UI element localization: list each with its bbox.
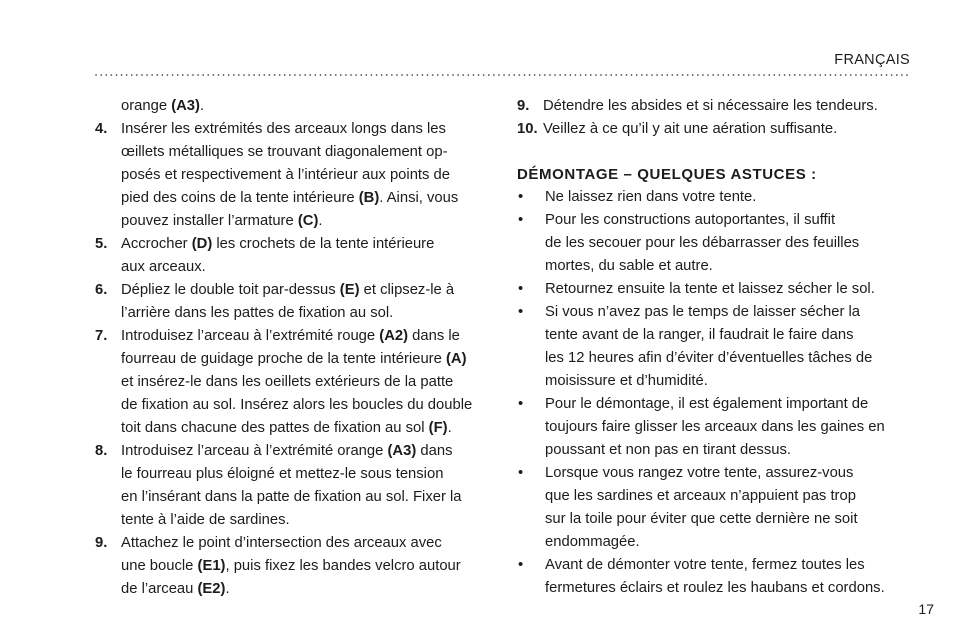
bullet-icon	[517, 462, 545, 554]
bullet-icon	[517, 209, 545, 278]
list-item	[95, 118, 495, 233]
step-number: 6.	[95, 282, 108, 298]
bullet-text: Avant de démonter votre tente, fermez toutes les fermetures éclairs et roulez les haubans et cordons.	[545, 557, 885, 596]
reference-label: (E)	[339, 282, 360, 298]
bullet-item	[517, 301, 917, 393]
page-number: 17	[918, 601, 934, 617]
reference-label: (B)	[358, 190, 380, 206]
reference-label: (A)	[445, 351, 467, 367]
bullet-item	[517, 209, 917, 278]
step-text: Veillez à ce qu’il y ait une aération suffisante.	[543, 121, 838, 137]
bullet-text: Retournez ensuite la tente et laissez sécher le sol.	[545, 281, 875, 297]
step-number: 7.	[95, 328, 108, 344]
instruction-list	[95, 118, 495, 601]
bullet-icon	[517, 301, 545, 393]
list-item	[95, 279, 495, 325]
text-run: Attachez le point d’intersection des arceaux avec une boucle	[121, 535, 442, 574]
text-run: , puis fixez les bandes velcro autour de l’arceau	[121, 558, 461, 597]
list-item	[95, 532, 495, 601]
bullet-item	[517, 393, 917, 462]
step-text	[121, 279, 495, 325]
step-text	[121, 325, 495, 440]
reference-label: (E1)	[197, 558, 226, 574]
text-run: .	[199, 98, 205, 114]
text-run: et insérez-le dans les oeillets extérieurs de la patte de fixation au sol. Insérez alors les boucles du double toit dans chacune des pattes de fixation au sol	[121, 374, 473, 436]
text-run: orange	[121, 98, 172, 114]
text-run: . Ainsi, vous pouvez installer l’armature	[121, 190, 459, 229]
bullet-icon	[517, 186, 545, 209]
text-run: Introduisez l’arceau à l’extrémité rouge	[121, 328, 380, 344]
left-column	[95, 95, 495, 601]
step-number: 10.	[517, 121, 538, 137]
tips-list	[517, 186, 917, 600]
step-text	[121, 440, 495, 532]
reference-label: (E2)	[197, 581, 226, 597]
bullet-text: Lorsque vous rangez votre tente, assurez-vous que les sardines et arceaux n’appuient pas trop sur la toile pour éviter que cette dernière ne soit endommagée.	[545, 465, 858, 550]
text-run: .	[447, 420, 452, 436]
bullet-item	[517, 554, 917, 600]
reference-label: (D)	[191, 236, 213, 252]
bullet-item	[517, 186, 917, 209]
list-item	[517, 118, 917, 141]
bullet-icon	[517, 554, 545, 600]
section-heading: DÉMONTAGE – QUELQUES ASTUCES :	[517, 166, 817, 183]
text-run: Accrocher	[121, 236, 192, 252]
list-item	[95, 233, 495, 279]
continuation-text	[95, 95, 495, 118]
step-text	[121, 233, 495, 279]
list-item	[517, 95, 917, 118]
step-number: 9.	[517, 98, 530, 114]
bullet-item	[517, 278, 917, 301]
instruction-list-continued	[517, 95, 917, 141]
reference-label: (A3)	[171, 98, 200, 114]
text-run: les crochets de la tente intérieure aux arceaux.	[121, 236, 435, 275]
step-number: 9.	[95, 535, 108, 551]
text-run: dans le fourreau plus éloigné et mettez-le sous tension en l’insérant dans la patte de fixation au sol. Fixer la tente à l’aide de sardines.	[121, 443, 462, 528]
dotted-divider	[95, 66, 910, 78]
text-run: et clipsez-le à l’arrière dans les pattes de fixation au sol.	[121, 282, 455, 321]
bullet-icon	[517, 393, 545, 462]
reference-label: (A2)	[379, 328, 409, 344]
reference-label: (C)	[297, 213, 319, 229]
reference-label: (A3)	[387, 443, 417, 459]
list-item	[95, 440, 495, 532]
text-run: .	[318, 213, 323, 229]
step-number: 8.	[95, 443, 108, 459]
step-text	[121, 532, 495, 601]
language-label: FRANÇAIS	[834, 52, 910, 68]
text-run: Insérer les extrémités des arceaux longs dans les œillets métalliques se trouvant diagonalement op- posés et respectivement à l’intérieur aux points de pied des coins de la tente intérieure	[121, 121, 450, 206]
right-column	[517, 95, 917, 600]
bullet-item	[517, 462, 917, 554]
step-text	[121, 118, 495, 233]
bullet-text: Ne laissez rien dans votre tente.	[545, 189, 757, 205]
bullet-text: Pour le démontage, il est également important de toujours faire glisser les arceaux dans les gaines en poussant et non pas en tirant dessus.	[545, 396, 885, 458]
text-run: dans le fourreau de guidage proche de la tente intérieure	[121, 328, 460, 367]
step-number: 4.	[95, 121, 108, 137]
list-item	[95, 325, 495, 440]
bullet-text: Si vous n’avez pas le temps de laisser sécher la tente avant de la ranger, il faudrait le faire dans les 12 heures afin d’éviter d’éventuelles tâches de moisissure et d’humidité.	[545, 304, 873, 389]
text-run: .	[225, 581, 230, 597]
step-number: 5.	[95, 236, 108, 252]
bullet-icon	[517, 278, 545, 301]
text-run: Dépliez le double toit par-dessus	[121, 282, 340, 298]
step-text: Détendre les absides et si nécessaire les tendeurs.	[543, 98, 878, 114]
reference-label: (F)	[428, 420, 448, 436]
text-run: Introduisez l’arceau à l’extrémité orange	[121, 443, 388, 459]
bullet-text: Pour les constructions autoportantes, il suffit de les secouer pour les débarrasser des feuilles mortes, du sable et autre.	[545, 212, 860, 274]
